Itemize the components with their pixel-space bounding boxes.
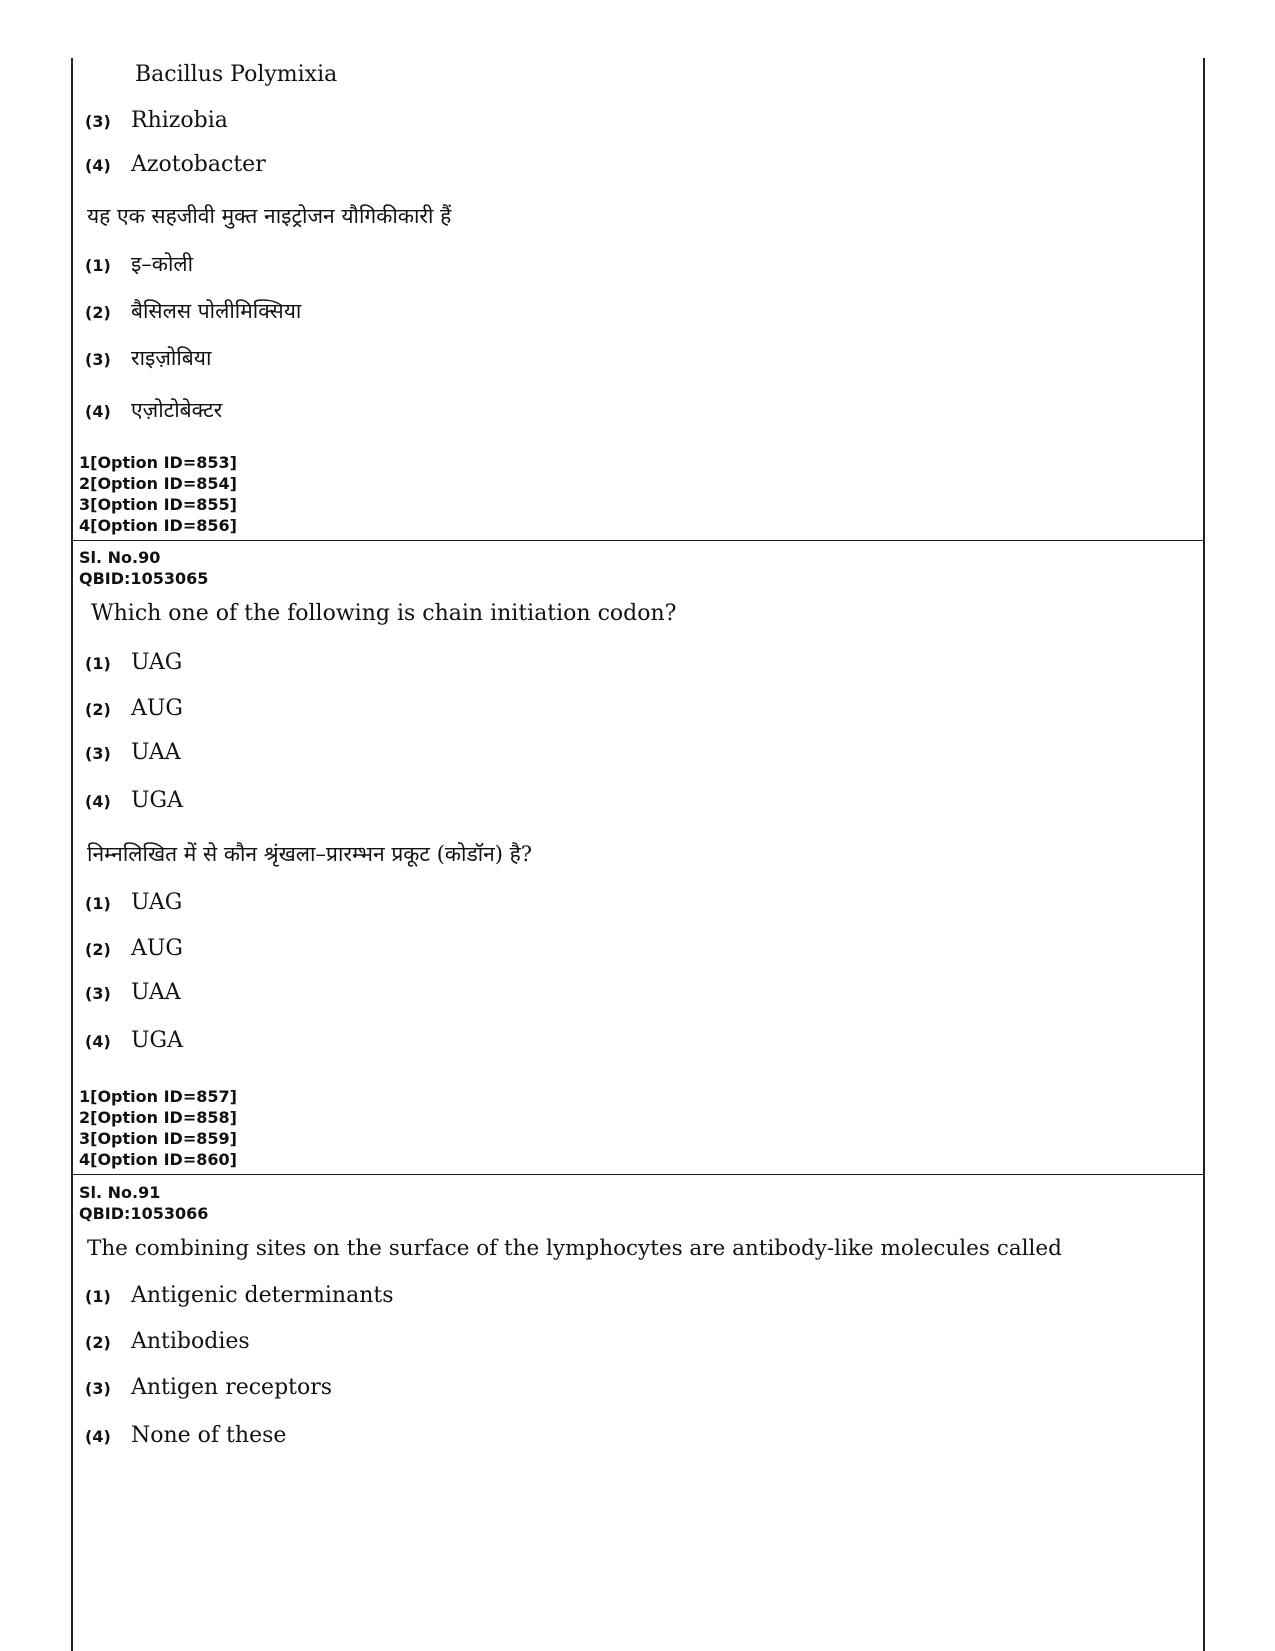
- option-text: UAG: [131, 650, 183, 675]
- option-text: राइज़ोबिया: [131, 346, 212, 370]
- question-bank-id: QBID:1053065: [79, 569, 209, 588]
- option-id: 2[Option ID=854]: [79, 474, 237, 493]
- option-text: UAA: [131, 980, 181, 1005]
- option-id-list: [79, 452, 237, 536]
- option: [85, 1423, 286, 1448]
- option-text: UGA: [131, 1028, 184, 1053]
- option-number: (1): [85, 1287, 111, 1306]
- hindi-option: [85, 396, 222, 424]
- option-text: Rhizobia: [131, 108, 228, 133]
- option-number: (2): [85, 303, 111, 322]
- option-id: 1[Option ID=857]: [79, 1087, 237, 1106]
- hindi-option: [85, 980, 181, 1005]
- option-text: UAG: [131, 890, 183, 915]
- hindi-option: [85, 344, 211, 372]
- question-page-frame: [71, 58, 1205, 1651]
- option: [85, 788, 183, 813]
- question-separator: [73, 1174, 1203, 1175]
- option-number: (2): [85, 700, 111, 719]
- option-number: (1): [85, 256, 111, 275]
- option: [85, 740, 181, 765]
- option-number: (3): [85, 744, 111, 763]
- question-header: [79, 547, 208, 589]
- option-id-list: [79, 1086, 237, 1170]
- question-bank-id: QBID:1053066: [79, 1204, 209, 1223]
- hindi-option: [85, 1028, 183, 1053]
- hindi-option: [85, 250, 193, 278]
- option: [85, 696, 183, 721]
- option-number: (1): [85, 894, 111, 913]
- option-number: (2): [85, 1333, 111, 1352]
- hindi-question: यह एक सहजीवी मुक्त नाइट्रोजन यौगिकीकारी हैं: [87, 204, 452, 228]
- option-text: एज़ोटोबेक्टर: [131, 398, 223, 422]
- option: [85, 1283, 394, 1308]
- option-text: Antigenic determinants: [131, 1283, 394, 1308]
- option: [85, 1329, 250, 1354]
- question-separator: [73, 540, 1203, 541]
- option-text: None of these: [131, 1423, 287, 1448]
- option-number: (4): [85, 156, 111, 175]
- option-text: AUG: [131, 936, 184, 961]
- option-number: (3): [85, 1379, 111, 1398]
- option-text: UAA: [131, 740, 181, 765]
- english-question: The combining sites on the surface of the lymphocytes are antibody-like molecules called: [87, 1236, 1062, 1261]
- option: [85, 650, 182, 675]
- hindi-option: [85, 890, 182, 915]
- option-number: (3): [85, 984, 111, 1003]
- option-number: (4): [85, 402, 111, 421]
- question-header: [79, 1182, 208, 1224]
- serial-number: Sl. No.90: [79, 548, 161, 567]
- option-text: AUG: [131, 696, 184, 721]
- option-id: 3[Option ID=855]: [79, 495, 237, 514]
- option-text: Azotobacter: [131, 152, 266, 177]
- option-id: 2[Option ID=858]: [79, 1108, 237, 1127]
- option-number: (4): [85, 792, 111, 811]
- option-text: UGA: [131, 788, 184, 813]
- hindi-option: [85, 936, 183, 961]
- hindi-option: [85, 297, 301, 325]
- option-number: (1): [85, 654, 111, 673]
- option-text: बैसिलस पोलीमिक्सिया: [131, 299, 302, 323]
- serial-number: Sl. No.91: [79, 1183, 161, 1202]
- option-text: Antigen receptors: [131, 1375, 333, 1400]
- option-number: (3): [85, 112, 111, 131]
- option-text: इ–कोली: [131, 252, 194, 276]
- hindi-question: निम्नलिखित में से कौन श्रृंखला–प्रारम्भन प्रकूट (कोडॉन) है?: [87, 842, 533, 866]
- option: [85, 152, 266, 177]
- option-number: (4): [85, 1427, 111, 1446]
- option-id: 4[Option ID=860]: [79, 1150, 237, 1169]
- option-id: 3[Option ID=859]: [79, 1129, 237, 1148]
- option-id: 4[Option ID=856]: [79, 516, 237, 535]
- option-number: (4): [85, 1032, 111, 1051]
- option-number: (3): [85, 350, 111, 369]
- option: [85, 1375, 332, 1400]
- option-2-continuation: Bacillus Polymixia: [135, 62, 338, 87]
- option-text: Antibodies: [131, 1329, 250, 1354]
- option-id: 1[Option ID=853]: [79, 453, 237, 472]
- english-question: Which one of the following is chain initiation codon?: [91, 601, 677, 626]
- option: [85, 108, 228, 133]
- option-number: (2): [85, 940, 111, 959]
